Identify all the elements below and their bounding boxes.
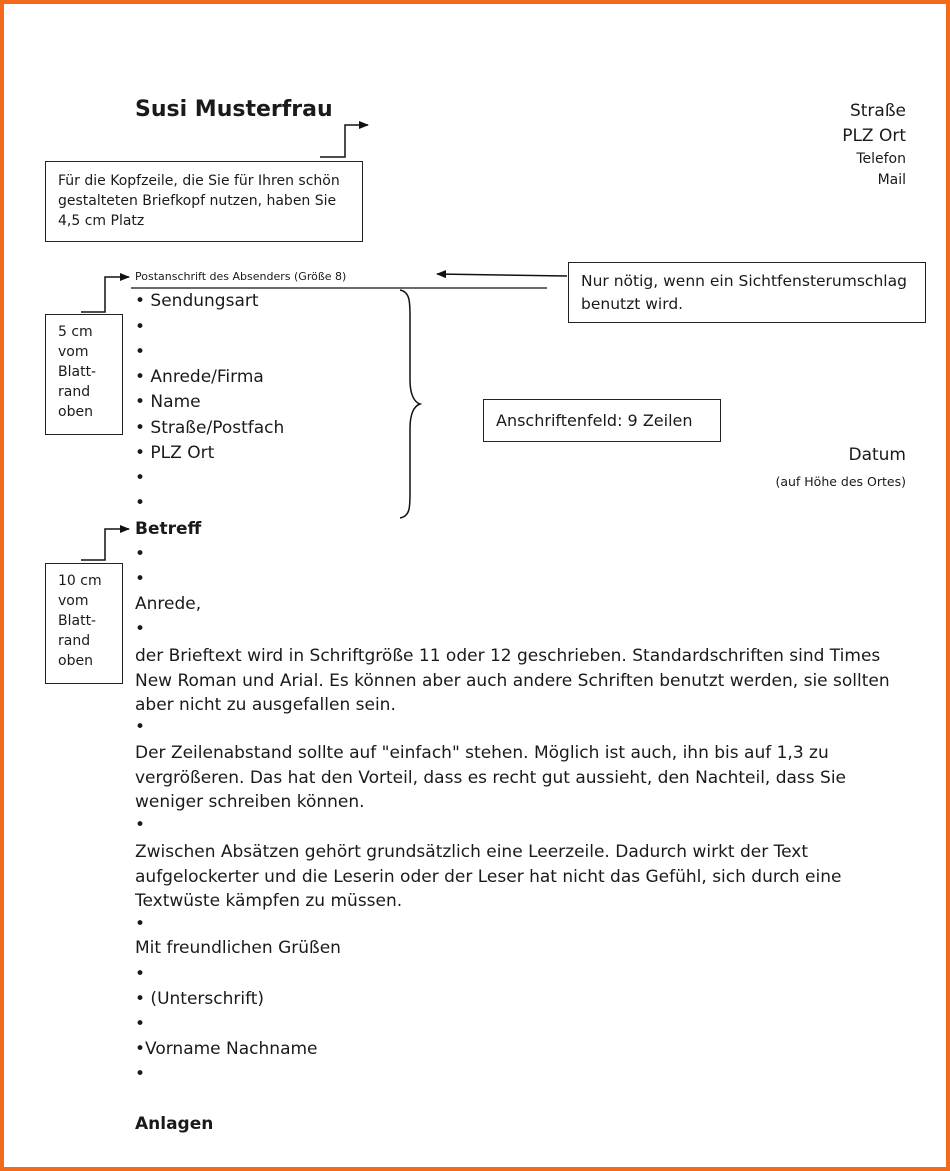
address-line: • Sendungsart: [135, 291, 259, 311]
date-label: Datum: [848, 445, 906, 465]
address-line: •: [135, 493, 146, 513]
margin-10cm-box: [45, 563, 123, 684]
header-arrow: [320, 125, 368, 157]
sender-phone: Telefon: [856, 151, 906, 167]
window-arrow: [437, 274, 567, 276]
header-hint-box: [45, 161, 363, 242]
address-field-box: [483, 399, 721, 442]
address-field-label: Anschriftenfeld: 9 Zeilen: [496, 411, 693, 430]
header-hint-line: 4,5 cm Platz: [58, 213, 145, 229]
attachments: Anlagen: [135, 1114, 214, 1134]
full-name: •Vorname Nachname: [135, 1039, 318, 1059]
margin-5cm-box: [45, 314, 123, 435]
sender-street: Straße: [849, 101, 906, 121]
body-paragraph: Der Zeilenabstand sollte auf "einfach" stehen. Möglich ist auch, ihn bis auf 1,3 zu vergrößeren. Das hat den Vorteil, dass es recht gut aussieht, den Nachteil, dass Sie weniger schreiben können.: [135, 743, 847, 812]
margin-10cm-line: rand: [58, 633, 91, 649]
blank-line-bullet: •: [135, 619, 146, 639]
address-line: •: [135, 468, 146, 488]
margin-5cm-line: 5 cm: [58, 324, 93, 340]
window-hint-box: [568, 262, 926, 323]
margin-10cm-line: Blatt-: [58, 613, 97, 629]
blank-line-bullet: •: [135, 815, 146, 835]
blank-line-bullet: •: [135, 569, 146, 589]
body-paragraph: Zwischen Absätzen gehört grundsätzlich eine Leerzeile. Dadurch wirkt der Text aufgelockerter und die Leserin oder der Leser hat nicht das Gefühl, sich durch eine Textwüste kämpfen zu müssen.: [135, 842, 842, 911]
margin-10cm-line: vom: [58, 593, 89, 609]
address-brace: [400, 290, 420, 518]
margin-10cm-line: oben: [58, 653, 93, 669]
sender-name: Susi Musterfrau: [135, 97, 333, 122]
header-hint-line: gestalteten Briefkopf nutzen, haben Sie: [58, 193, 337, 209]
sender-city: PLZ Ort: [842, 126, 906, 146]
margin-5cm-line: Blatt-: [58, 364, 97, 380]
window-hint-line: benutzt wird.: [581, 295, 684, 313]
header-hint-line: Für die Kopfzeile, die Sie für Ihren schön: [58, 173, 340, 189]
address-line: •: [135, 342, 146, 362]
window-hint-line: Nur nötig, wenn ein Sichtfensterumschlag: [581, 272, 907, 290]
blank-line-bullet: •: [135, 1064, 146, 1084]
body-paragraph: der Brieftext wird in Schriftgröße 11 oder 12 geschrieben. Standardschriften sind Times New Roman und Arial. Es können aber auch andere Schriften benutzt werden, sie sollten aber nicht zu ausgefallen sein.: [135, 646, 890, 715]
blank-line-bullet: •: [135, 1014, 146, 1034]
blank-line-bullet: •: [135, 964, 146, 984]
return-address-label: Postanschrift des Absenders (Größe 8): [135, 270, 347, 283]
address-line: • Anrede/Firma: [135, 367, 264, 387]
address-line: • PLZ Ort: [135, 443, 215, 463]
margin-5cm-line: rand: [58, 384, 91, 400]
closing: Mit freundlichen Grüßen: [135, 938, 341, 958]
margin-5cm-line: oben: [58, 404, 93, 420]
subject: Betreff: [135, 519, 202, 539]
margin-5cm-arrow: [81, 277, 129, 312]
blank-line-bullet: •: [135, 717, 146, 737]
signature: • (Unterschrift): [135, 989, 265, 1009]
sender-mail: Mail: [877, 172, 906, 188]
margin-10cm-line: 10 cm: [58, 573, 102, 589]
salutation: Anrede,: [135, 594, 202, 614]
blank-line-bullet: •: [135, 914, 146, 934]
date-note: (auf Höhe des Ortes): [775, 474, 906, 489]
margin-10cm-arrow: [81, 529, 129, 560]
margin-5cm-line: vom: [58, 344, 89, 360]
address-line: •: [135, 317, 146, 337]
blank-line-bullet: •: [135, 544, 146, 564]
address-line: • Name: [135, 392, 201, 412]
address-line: • Straße/Postfach: [135, 418, 285, 438]
